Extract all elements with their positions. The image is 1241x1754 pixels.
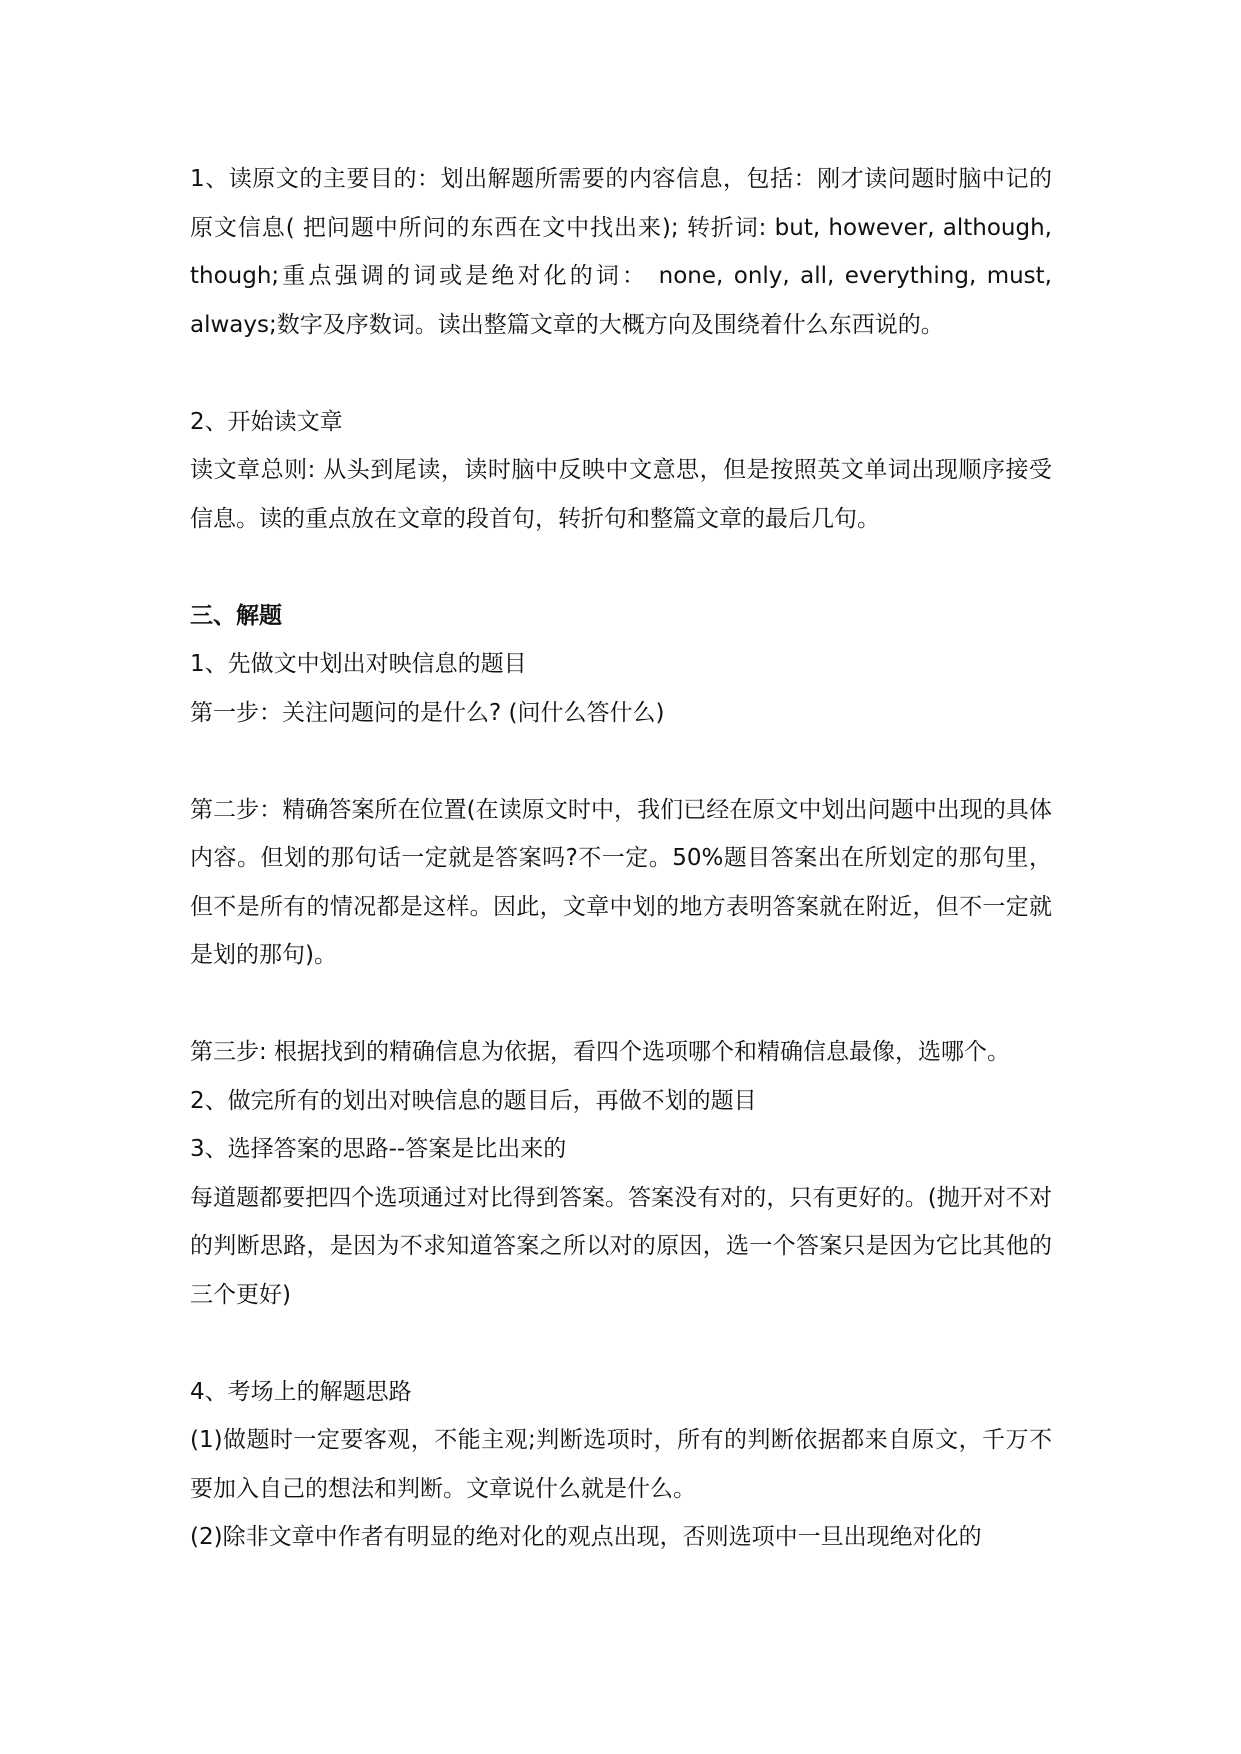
blank-line [190, 737, 1052, 786]
blank-line [190, 543, 1052, 592]
paragraph-compare-options: 每道题都要把四个选项通过对比得到答案。答案没有对的，只有更好的。(抛开对不对的判断思路，是因为不求知道答案之所以对的原因，选一个答案只是因为它比其他的三个更好) [190, 1184, 1052, 1308]
paragraph-step-one: 第一步：关注问题问的是什么? (问什么答什么) [190, 699, 665, 726]
paragraph-step-two: 第二步：精确答案所在位置(在读原文时中，我们已经在原文中划出问题中出现的具体内容。但划的那句话一定就是答案吗?不一定。50%题目答案出在所划定的那句里，但不是所有的情况都是这样。因此，文章中划的地方表明答案就在附近，但不一定就是划的那句)。 [190, 796, 1052, 968]
paragraph-point-4: 4、考场上的解题思路 [190, 1378, 412, 1405]
paragraph-reading-principle: 读文章总则: 从头到尾读，读时脑中反映中文意思，但是按照英文单词出现顺序接受信息。读的重点放在文章的段首句，转折句和整篇文章的最后几句。 [190, 457, 1052, 532]
paragraph-step-three: 第三步: 根据找到的精确信息为依据，看四个选项哪个和精确信息最像，选哪个。 [190, 1039, 1011, 1065]
blank-line [190, 980, 1052, 1029]
paragraph-absolute-views: (2)除非文章中作者有明显的绝对化的观点出现，否则选项中一旦出现绝对化的 [190, 1524, 982, 1550]
paragraph-point-3: 3、选择答案的思路--答案是比出来的 [190, 1136, 567, 1162]
section-heading-solving: 三、解题 [190, 602, 282, 629]
paragraph-point-2: 2、做完所有的划出对映信息的题目后，再做不划的题目 [190, 1087, 757, 1114]
paragraph-start-reading-title: 2、开始读文章 [190, 408, 343, 435]
blank-line [190, 1319, 1052, 1368]
paragraph-objective: (1)做题时一定要客观，不能主观;判断选项时，所有的判断依据都来自原文，千万不要加入自己的想法和判断。文章说什么就是什么。 [190, 1427, 1052, 1502]
paragraph-read-purpose: 1、读原文的主要目的：划出解题所需要的内容信息，包括：刚才读问题时脑中记的原文信息( 把问题中所问的东西在文中找出来); 转折词: but, however, although, though;重点强调的词或是绝对化的词： none, only, all, everything, must, always;数字及序数词。读出整篇文章的大概方向及围绕着什么东西说的。 [190, 166, 1052, 338]
paragraph-step-group-1: 1、先做文中划出对映信息的题目 [190, 651, 527, 677]
document-body [190, 155, 1052, 1562]
blank-line [190, 349, 1052, 398]
